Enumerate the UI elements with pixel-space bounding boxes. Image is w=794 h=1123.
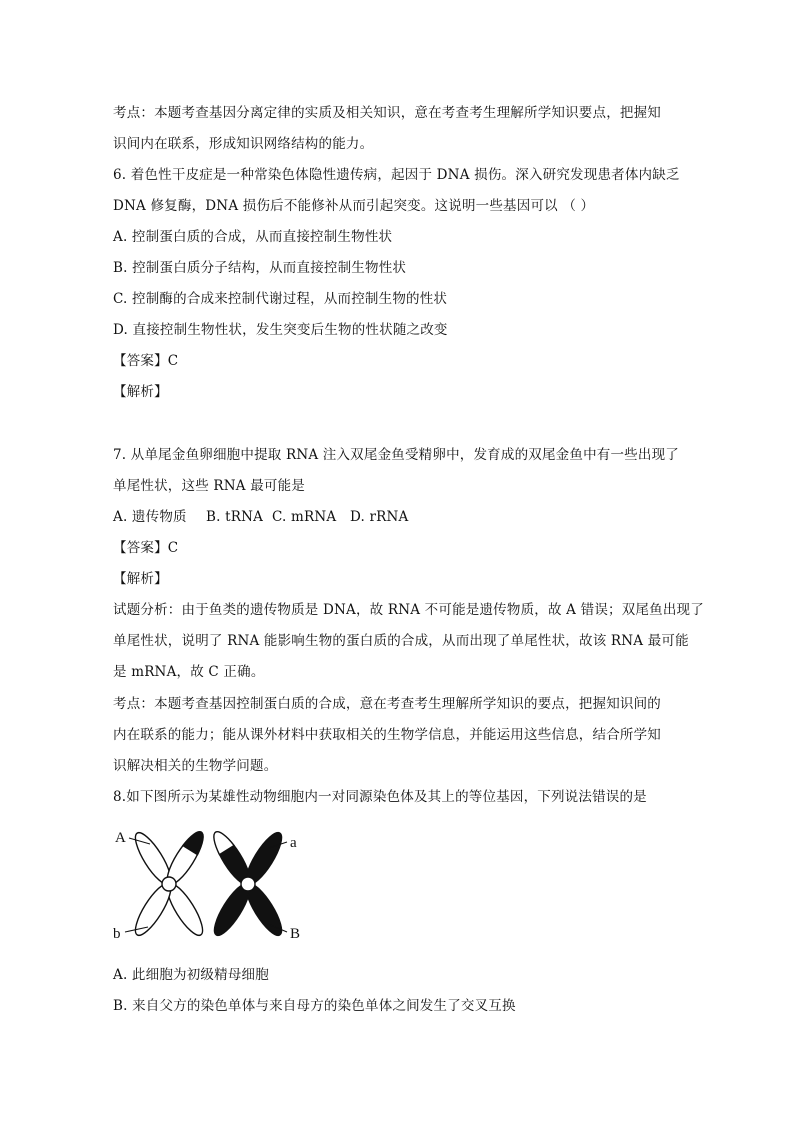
allele-label-A: A bbox=[115, 830, 126, 846]
question-7-stem-2: 单尾性状，这些 RNA 最可能是 bbox=[113, 478, 306, 494]
question-7-analysis-1: 试题分析：由于鱼类的遗传物质是 DNA，故 RNA 不可能是遗传物质，故 A 错误；双尾鱼出现了 bbox=[113, 602, 704, 618]
question-7-note-2: 内在联系的能力；能从课外材料中获取相关的生物学信息，并能运用这些信息，结合所学知 bbox=[113, 727, 661, 743]
note-line-2: 识间内在联系，形成知识网络结构的能力。 bbox=[113, 136, 374, 152]
question-7-note-1: 考点：本题考查基因控制蛋白质的合成，意在考查考生理解所学知识的要点，把握知识间的 bbox=[113, 696, 661, 712]
question-7-answer: 【答案】C bbox=[113, 540, 179, 556]
homologous-chromosome-figure bbox=[113, 820, 313, 950]
note-line-1: 考点：本题考查基因分离定律的实质及相关知识，意在考查考生理解所学知识要点，把握知 bbox=[113, 105, 661, 121]
question-7-option-a: A. 遗传物质 bbox=[113, 509, 187, 525]
question-6-explanation-heading: 【解析】 bbox=[113, 384, 168, 400]
allele-label-b: b bbox=[113, 926, 121, 942]
question-6-option-d: D. 直接控制生物性状，发生突变后生物的性状随之改变 bbox=[113, 322, 448, 338]
question-7-option-c: C. mRNA bbox=[272, 509, 337, 525]
question-6-option-b: B. 控制蛋白质分子结构，从而直接控制生物性状 bbox=[113, 260, 407, 276]
question-8-option-b: B. 来自父方的染色单体与来自母方的染色单体之间发生了交叉互换 bbox=[113, 998, 516, 1014]
question-8-stem: 8.如下图所示为某雄性动物细胞内一对同源染色体及其上的等位基因，下列说法错误的是 bbox=[113, 789, 647, 805]
left-chromosome bbox=[130, 827, 209, 939]
question-7-explanation-heading: 【解析】 bbox=[113, 571, 168, 587]
question-7-option-d: D. rRNA bbox=[350, 509, 409, 525]
right-chromosome bbox=[208, 827, 287, 939]
question-7-option-b: B. tRNA bbox=[206, 509, 264, 525]
allele-label-B: B bbox=[290, 926, 301, 942]
allele-label-a: a bbox=[290, 835, 297, 851]
question-8-option-a: A. 此细胞为初级精母细胞 bbox=[113, 967, 269, 983]
question-7-stem-1: 7. 从单尾金鱼卵细胞中提取 RNA 注入双尾金鱼受精卵中，发育成的双尾金鱼中有一些出现了 bbox=[113, 447, 679, 463]
question-6-stem-2: DNA 修复酶，DNA 损伤后不能修补从而引起突变。这说明一些基因可以 （ ） bbox=[113, 198, 595, 214]
question-6-option-c: C. 控制酶的合成来控制代谢过程，从而控制生物的性状 bbox=[113, 291, 448, 307]
question-6-option-a: A. 控制蛋白质的合成，从而直接控制生物性状 bbox=[113, 229, 393, 245]
question-7-analysis-3: 是 mRNA，故 C 正确。 bbox=[113, 664, 265, 680]
question-6-stem-1: 6. 着色性干皮症是一种常染色体隐性遗传病，起因于 DNA 损伤。深入研究发现患者体内缺乏 bbox=[113, 167, 680, 183]
question-7-analysis-2: 单尾性状，说明了 RNA 能影响生物的蛋白质的合成，从而出现了单尾性状，故该 RNA 最可能 bbox=[113, 633, 689, 649]
question-7-note-3: 识解决相关的生物学问题。 bbox=[113, 758, 278, 774]
question-6-answer: 【答案】C bbox=[113, 353, 179, 369]
question-7-options bbox=[113, 507, 683, 527]
